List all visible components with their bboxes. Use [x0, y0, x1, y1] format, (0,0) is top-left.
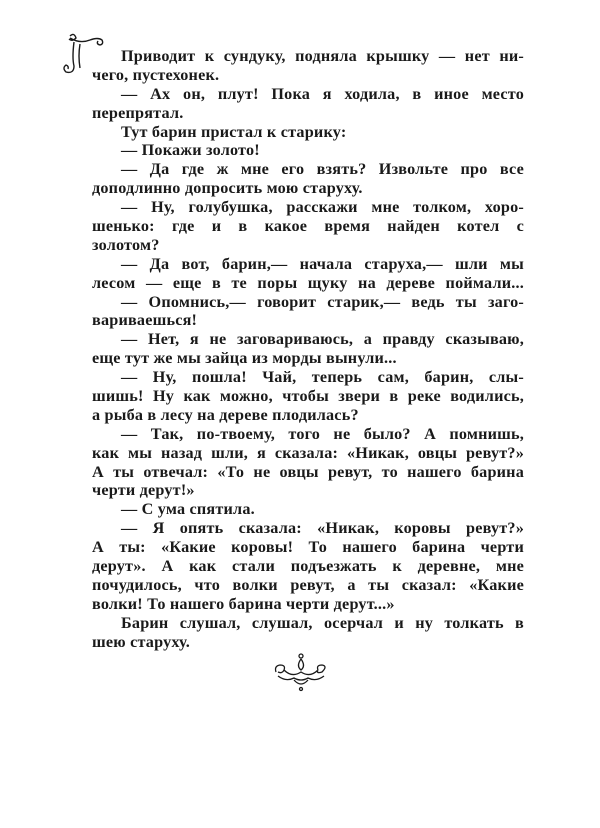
text-line: Тут барин пристал к старику:	[121, 122, 347, 141]
text-line: чего, пустехонек.	[92, 65, 220, 84]
text-line: — Ах он, плут! Пока я ходила, в иное место	[121, 84, 524, 103]
text-line: волки! То нашего барина черти дерут...»	[92, 594, 395, 613]
text-line: — Да вот, барин,— начала старуха,— шли мы	[121, 254, 524, 273]
text-line: перепрятал.	[92, 103, 184, 122]
text-line: золотом?	[92, 235, 160, 254]
text-line: а рыба в лесу на дереве плодилась?	[92, 405, 359, 424]
text-line: — Опомнись,— говорит старик,— ведь ты заго-	[121, 292, 524, 311]
text-line: — Я опять сказала: «Никак, коровы ревут?»	[121, 519, 524, 538]
text-line: доподлинно допросить мою старуху.	[92, 179, 363, 198]
text-line: А ты: «Какие коровы! То нашего барина черти	[92, 538, 524, 557]
text-line: — Ну, пошла! Чай, теперь сам, барин, слы-	[121, 368, 524, 387]
text-line: — Покажи золото!	[121, 141, 260, 160]
tailpiece-ornament	[272, 652, 330, 692]
text-line: — Нет, я не заговариваюсь, а правду сказываю,	[121, 330, 524, 349]
text-line: — Да где ж мне его взять? Извольте про все	[121, 160, 524, 179]
text-line: — С ума спятила.	[121, 500, 255, 519]
text-line: шенько: где и в какое время найден котел с	[92, 217, 524, 236]
text-line: почудилось, что волки ревут, а ты сказал: «Какие	[92, 575, 524, 594]
text-line: лесом — еще в те поры щуку на дереве поймали...	[92, 273, 524, 292]
text-line: дерут». А как стали подъезжать к деревне, мне	[92, 557, 524, 576]
text-line: вариваешься!	[92, 311, 198, 330]
text-line: еще тут же мы зайца из морды вынули...	[92, 349, 397, 368]
text-line: Приводит к сундуку, подняла крышку — нет ни-	[121, 47, 524, 65]
text-line: Барин слушал, слушал, осерчал и ну толкать в	[121, 613, 524, 632]
text-line: шишь! Ну как можно, чтобы звери в реке водились,	[92, 387, 524, 406]
text-line: как мы назад шли, я сказала: «Никак, овцы ревут?»	[92, 443, 524, 462]
book-page-text	[92, 47, 524, 652]
text-line: — Так, по-твоему, того не было? А помнишь,	[121, 424, 524, 443]
text-line: шею старуху.	[92, 632, 190, 651]
text-line: — Ну, голубушка, расскажи мне толком, хоро-	[121, 198, 524, 217]
text-line: черти дерут!»	[92, 481, 195, 500]
text-line: А ты отвечал: «То не овцы ревут, то нашего барина	[92, 462, 524, 481]
